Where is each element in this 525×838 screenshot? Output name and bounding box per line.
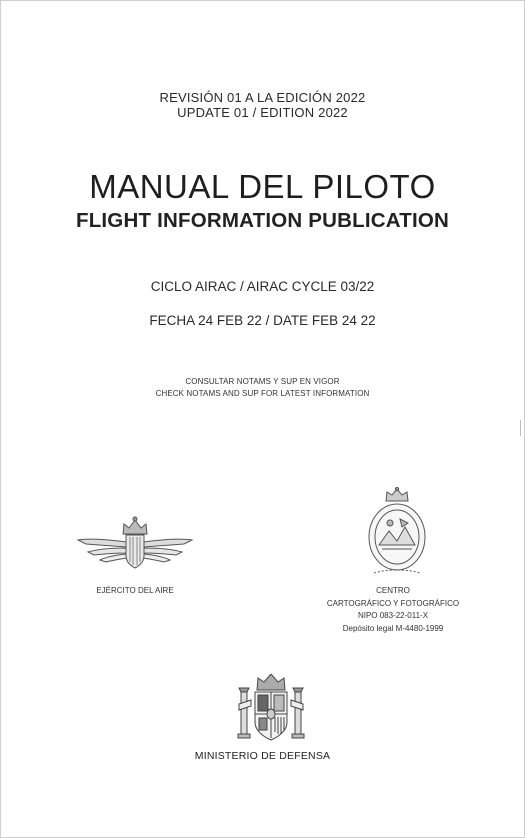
cfc-line-centro: CENTRO: [376, 586, 410, 595]
document-title: MANUAL DEL PILOTO: [89, 168, 436, 205]
document-subtitle: FLIGHT INFORMATION PUBLICATION: [75, 209, 450, 232]
page-edge-mark: [520, 420, 521, 436]
cfc-line-nipo: NIPO 083-22-011-X: [357, 611, 429, 620]
cartographic-centre-caption: [315, 585, 471, 635]
cfc-line-name: CARTOGRÁFICO Y FOTOGRÁFICO: [326, 598, 460, 608]
revision-line-es: REVISIÓN 01 A LA EDICIÓN 2022: [159, 90, 366, 105]
airac-cycle: CICLO AIRAC / AIRAC CYCLE 03/22: [150, 279, 375, 294]
revision-line-en: UPDATE 01 / EDITION 2022: [177, 105, 348, 120]
publication-date: FECHA 24 FEB 22 / DATE FEB 24 22: [149, 313, 376, 328]
revision-block: [0, 90, 525, 120]
notam-notice-es: CONSULTAR NOTAMS Y SUP EN VIGOR: [185, 377, 340, 386]
coat-of-arms-icon: [237, 674, 305, 744]
cartographic-seal-icon: [364, 487, 430, 579]
air-force-caption: EJÉRCITO DEL AIRE: [96, 586, 174, 595]
notam-notice-en: CHECK NOTAMS AND SUP FOR LATEST INFORMATION: [155, 389, 370, 398]
air-force-wings-icon: [76, 514, 194, 574]
notam-notice: [0, 376, 525, 400]
cfc-line-deposit: Depósito legal M-4480-1999: [342, 623, 444, 633]
ministry-name: MINISTERIO DE DEFENSA: [194, 750, 331, 762]
